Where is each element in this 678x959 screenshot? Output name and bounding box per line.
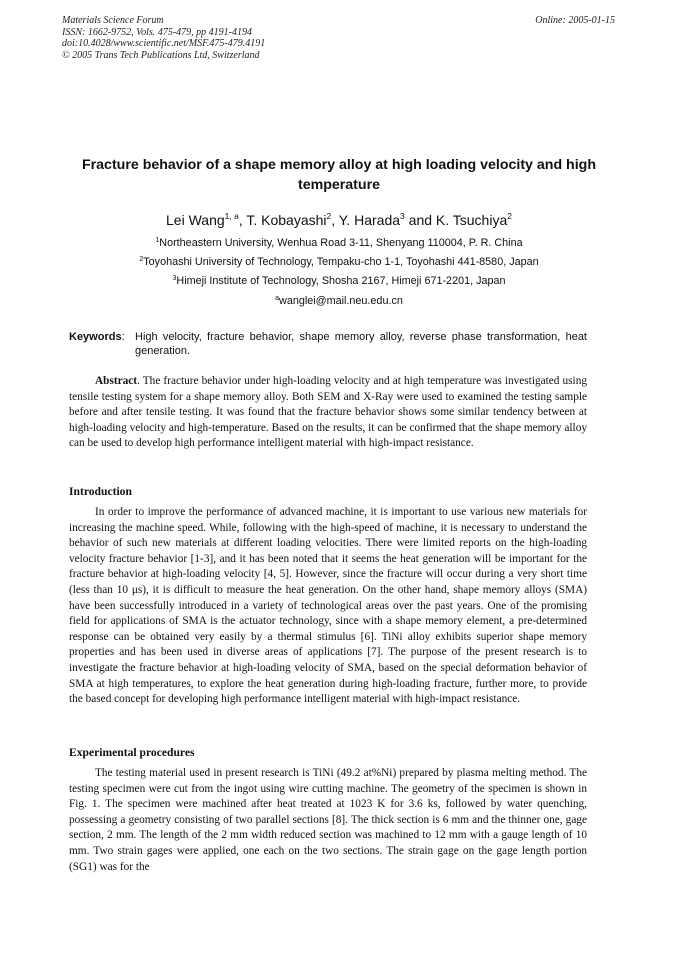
affiliation-text: Northeastern University, Wenhua Road 3-11, Shenyang 110004, P. R. China [159, 237, 523, 249]
affiliation-sup: 1 [155, 237, 160, 244]
email-text[interactable]: wanglei@mail.neu.edu.cn [279, 295, 403, 307]
author-name: Lei Wang [166, 212, 225, 228]
affiliation-text: Toyohashi University of Technology, Tempaku-cho 1-1, Toyohashi 441-8580, Japan [143, 256, 539, 268]
experimental-text: The testing material used in present research is TiNi (49.2 at%Ni) prepared by plasma melting method. The testing specimen were cut from the ingot using wire cutting machine. The geometry of the specimen is shown in Fig. 1. The specimen were machined after heat treated at 1023 K for 3.6 ks, followed by water quenching, possessing a geometry consisting of two parallel sections [8]. The thick section is 6 mm and the thinner one, gage section, 2 mm. The length of the 2 mm width reduced section was machined to 12 mm with a gauge length of 10 mm. Two strain gages were applied, one each on the two sections. The strain gage on the gage length portion (SG1) was for the [69, 767, 587, 873]
paper-title: Fracture behavior of a shape memory alloy at high loading velocity and high temperature [81, 157, 596, 193]
author-separator: and [404, 212, 436, 228]
affiliation-sup: 2 [139, 256, 144, 263]
introduction-heading: Introduction [69, 485, 132, 498]
author-email [60, 294, 618, 308]
author-name: K. Tsuchiya [435, 212, 508, 228]
journal-header [62, 15, 265, 61]
affiliation-3 [60, 274, 618, 288]
affiliation-1 [60, 236, 618, 250]
issn-line: ISSN: 1662-9752, Vols. 475-479, pp 4191-4194 [62, 26, 252, 38]
keywords-text: High velocity, fracture behavior, shape memory alloy, reverse phase transformation, heat generation. [135, 331, 587, 357]
affiliation-text: Himeji Institute of Technology, Shosha 2167, Himeji 671-2201, Japan [176, 275, 506, 287]
author-affil-sup: 2 [326, 211, 332, 221]
author-separator: , [331, 212, 339, 228]
author-affil-sup: 1, a [224, 211, 239, 221]
abstract-text: The fracture behavior under high-loading velocity and at high temperature was investigated using tensile testing system for a shape memory alloy. Both SEM and X-Ray were used to examined the testing sample before and after tensile testing. It was found that the fracture behavior shows some similar tendency between at high-loading velocity and high-temperature. Based on the results, it can be confirmed that the shape memory alloy can be used to develop high performance intelligent material with high-impact resistance. [69, 375, 587, 450]
journal-name: Materials Science Forum [62, 15, 164, 26]
affiliation-2 [60, 255, 618, 269]
introduction-text: In order to improve the performance of advanced machine, it is important to use various new materials for increasing the machine speed. While, following with the high-speed of machine, it is necessary to understand the behavior of such new materials at different loading velocities. There were limited reports on the high-loading velocity fracture behavior [1-3], and it has been noted that it seems the heat generation will be important for the fracture behavior at high-loading velocity [4, 5]. However, since the fracture will occur during a very short time (less than 10 μs), it is difficult to measure the heat generation. On the other hand, shape memory alloys (SMA) have been successfully introduced in a variety of technological areas over the past years. One of the promising field for applications of SMA is the actuator technology, since with a shape memory element, a pre-determined response can be obtained very easily by a thermal stimulus [6]. TiNi alloy exhibits superior shape memory properties and has been used in diverse areas of applications [7]. The purpose of the present research is to investigate the fracture behavior at high-loading velocity of SMA, based on the special deformation behavior of SMA at high temperatures, to explore the heat generation during high-loading fracture, further more, to provide the based concept for developing high performance intelligent material with high-impact resistance. [69, 506, 587, 706]
email-sup: a [275, 295, 280, 302]
author-separator: , [238, 212, 247, 228]
author-list [60, 211, 618, 229]
author-name: T. Kobayashi [246, 212, 327, 228]
keywords-label: Keywords: [69, 331, 125, 343]
online-date: Online: 2005-01-15 [535, 15, 615, 26]
author-affil-sup: 2 [507, 211, 512, 221]
affiliation-sup: 3 [172, 275, 177, 282]
abstract-label: Abstract [95, 375, 138, 387]
copyright-line: © 2005 Trans Tech Publications Ltd, Switzerland [62, 49, 260, 61]
doi-line[interactable]: doi:10.4028/www.scientific.net/MSF.475-479.4191 [62, 38, 266, 49]
abstract-section: Abstract. The fracture behavior under high-loading velocity and at high temperature was investigated using tensile testing system for a shape memory alloy. Both SEM and X-Ray were used to examined the testing sample before and after tensile testing. It was found that the fracture behavior shows some similar tendency between at high-loading velocity and high-temperature. Based on the results, it can be confirmed that the shape memory alloy can be used to develop high performance intelligent material with high-impact resistance. [69, 375, 587, 450]
author-name: Y. Harada [338, 212, 401, 228]
experimental-heading: Experimental procedures [69, 746, 195, 759]
author-affil-sup: 3 [400, 211, 405, 221]
